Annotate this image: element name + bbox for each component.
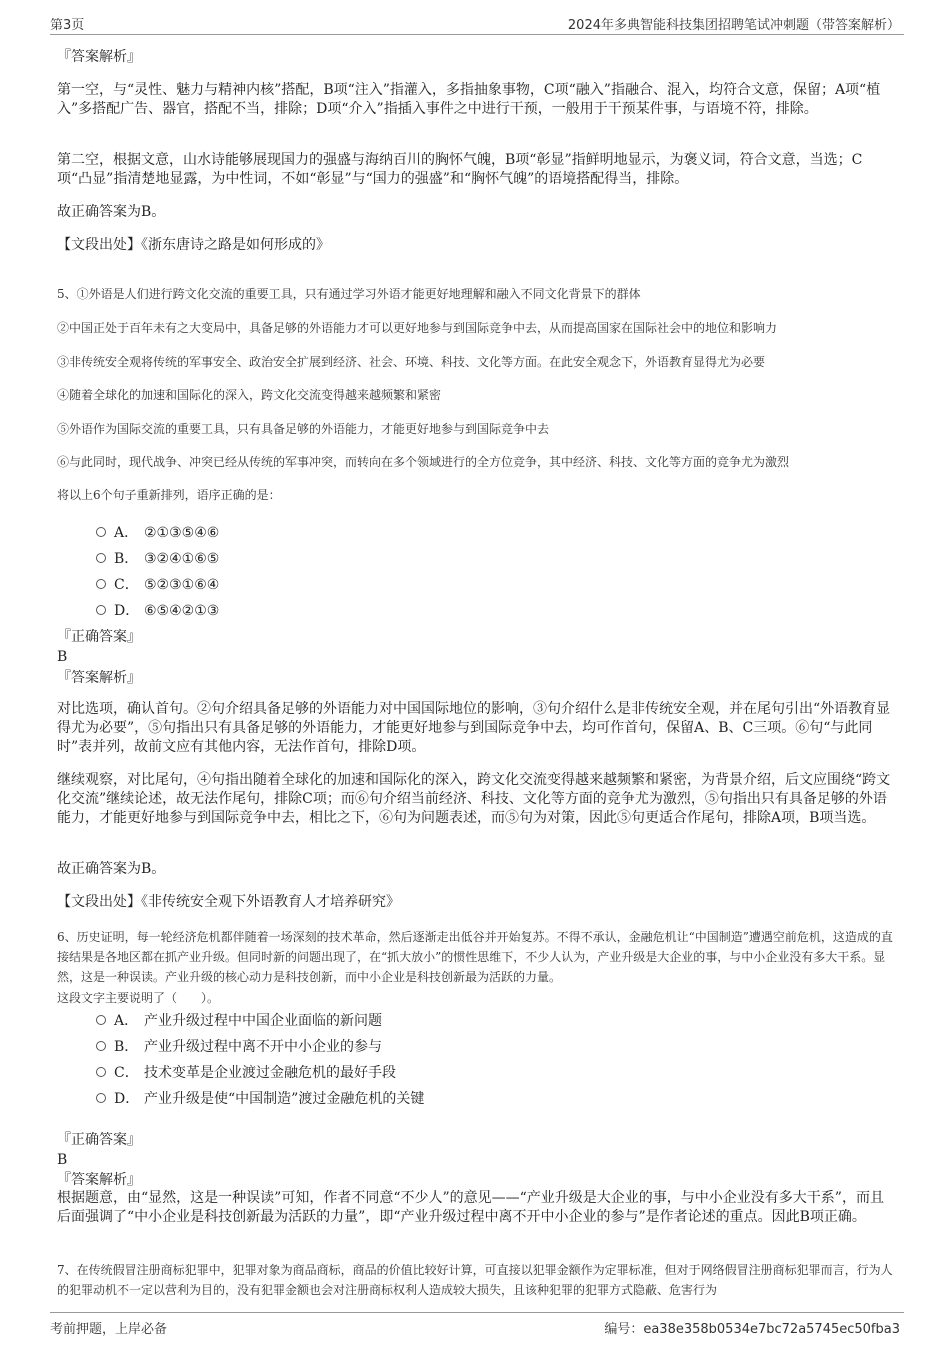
document-title: 2024年多典智能科技集团招聘笔试冲刺题（带答案解析）	[567, 18, 900, 33]
q5-option-c[interactable]: C． ⑤②③①⑥④	[96, 575, 219, 595]
q6-question: 这段文字主要说明了（ ）。	[57, 991, 220, 1005]
q5-answer-label: 『正确答案』	[57, 629, 141, 645]
page-footer	[50, 1312, 904, 1335]
radio-icon[interactable]	[96, 579, 106, 589]
radio-icon[interactable]	[96, 1093, 106, 1103]
q4-analysis-label: 『答案解析』	[57, 49, 141, 65]
q5-option-a[interactable]: A． ②①③⑤④⑥	[96, 523, 219, 543]
page-number: 第3页	[50, 18, 85, 33]
q5-analysis-label: 『答案解析』	[57, 670, 141, 686]
q5-sentence-4: ④随着全球化的加速和国际化的深入，跨文化交流变得越来越频繁和紧密	[57, 388, 442, 402]
q4-conclusion: 故正确答案为B。	[57, 204, 166, 220]
q5-prompt: 将以上6个句子重新排列，语序正确的是：	[57, 488, 281, 502]
q5-conclusion: 故正确答案为B。	[57, 861, 166, 877]
q5-sentence-3: ③非传统安全观将传统的军事安全、政治安全扩展到经济、社会、环境、科技、文化等方面。在此安全观念下，外语教育显得尤为必要	[57, 355, 766, 369]
q4-analysis-para2: 第二空，根据文意，山水诗能够展现国力的强盛与海纳百川的胸怀气魄，B项“彰显”指鲜明地显示，为褒义词，符合文意，当选；C项“凸显”指清楚地显露，为中性词，不如“彰显”与“国力的强盛”和“胸怀气魄”的语境搭配得当，排除。	[57, 152, 863, 187]
page-header	[50, 12, 904, 35]
q6-analysis-label: 『答案解析』	[57, 1172, 141, 1188]
q4-source: 【文段出处】《浙东唐诗之路是如何形成的》	[57, 237, 330, 253]
radio-icon[interactable]	[96, 1067, 106, 1077]
q6-stem: 6、历史证明，每一轮经济危机都伴随着一场深刻的技术革命，然后逐渐走出低谷并开始复苏。不得不承认，金融危机让“中国制造”遭遇空前危机，这造成的直接结果是各地区都在抓产业升级。但同时新的问题出现了，在“抓大放小”的惯性思维下，不少人认为，产业升级是大企业的事，与中小企业没有多大干系。显然，这是一种误读。产业升级的核心动力是科技创新，而中小企业是科技创新最为活跃的力量。	[57, 930, 893, 984]
q5-option-d[interactable]: D． ⑥⑤④②①③	[96, 601, 219, 621]
q6-option-d[interactable]: D． 产业升级是使“中国制造”渡过金融危机的关键	[96, 1089, 424, 1109]
radio-icon[interactable]	[96, 1015, 106, 1025]
q6-answer-label: 『正确答案』	[57, 1132, 141, 1148]
footer-slogan: 考前押题，上岸必备	[50, 1322, 168, 1337]
radio-icon[interactable]	[96, 553, 106, 563]
q6-analysis: 根据题意，由“显然，这是一种误读”可知，作者不同意“不少人”的意见——“产业升级是大企业的事，与中小企业没有多大干系”，而且后面强调了“中小企业是科技创新最为活跃的力量”，即“产业升级过程中离不开中小企业的参与”是作者论述的重点。因此B项正确。	[57, 1190, 884, 1225]
q4-analysis-para1: 第一空，与“灵性、魅力与精神内核”搭配，B项“注入”指灌入，多指抽象事物，C项“融入”指融合、混入，均符合文意，保留；A项“植入”多搭配广告、器官，搭配不当，排除；D项“介入”指插入事件之中进行干预，一般用于干预某件事，与语境不符，排除。	[57, 82, 881, 117]
radio-icon[interactable]	[96, 1041, 106, 1051]
document-id: 编号：ea38e358b0534e7bc72a5745ec50fba3	[604, 1322, 900, 1337]
q6-option-b[interactable]: B． 产业升级过程中离不开中小企业的参与	[96, 1037, 382, 1057]
q6-option-c[interactable]: C． 技术变革是企业渡过金融危机的最好手段	[96, 1063, 396, 1083]
q5-answer: B	[57, 649, 68, 665]
q5-option-b[interactable]: B． ③②④①⑥⑤	[96, 549, 219, 569]
q5-sentence-5: ⑤外语作为国际交流的重要工具，只有具备足够的外语能力，才能更好地参与到国际竞争中去	[57, 422, 550, 436]
q6-option-a[interactable]: A． 产业升级过程中中国企业面临的新问题	[96, 1011, 382, 1031]
q5-sentence-1: 5、①外语是人们进行跨文化交流的重要工具，只有通过学习外语才能更好地理解和融入不同文化背景下的群体	[57, 287, 641, 301]
q6-answer: B	[57, 1152, 68, 1168]
q5-sentence-6: ⑥与此同时，现代战争、冲突已经从传统的军事冲突，而转向在多个领域进行的全方位竞争，其中经济、科技、文化等方面的竞争尤为激烈	[57, 455, 790, 469]
q5-analysis-para1: 对比选项，确认首句。②句介绍具备足够的外语能力对中国国际地位的影响，③句介绍什么是非传统安全观，并在尾句引出“外语教育显得尤为必要”，⑤句指出只有具备足够的外语能力，才能更好地参与到国际竞争中去，均可作首句，保留A、B、C三项。⑥句“与此同时”表并列，故前文应有其他内容，无法作首句，排除D项。	[57, 701, 891, 755]
q5-source: 【文段出处】《非传统安全观下外语教育人才培养研究》	[57, 894, 400, 910]
q5-analysis-para2: 继续观察，对比尾句，④句指出随着全球化的加速和国际化的深入，跨文化交流变得越来越频繁和紧密，为背景介绍，后文应围绕“跨文化交流”继续论述，故无法作尾句，排除C项；而⑥句介绍当前经济、科技、文化等方面的竞争尤为激烈，⑤句指出只有具备足够的外语能力，才能更好地参与到国际竞争中去，相比之下，⑥句为问题表述，而⑤句为对策，因此⑤句更适合作尾句，排除A项，B项当选。	[57, 772, 891, 826]
q7-stem: 7、在传统假冒注册商标犯罪中，犯罪对象为商品商标，商品的价值比较好计算，可直接以犯罪金额作为定罪标准，但对于网络假冒注册商标犯罪而言，行为人的犯罪动机不一定以营利为目的，没有犯罪金额也会对注册商标权利人造成较大损失，且该种犯罪的犯罪方式隐蔽、危害行为	[57, 1263, 893, 1297]
q5-sentence-2: ②中国正处于百年未有之大变局中，具备足够的外语能力才可以更好地参与到国际竞争中去，从而提高国家在国际社会中的地位和影响力	[57, 321, 778, 335]
radio-icon[interactable]	[96, 527, 106, 537]
radio-icon[interactable]	[96, 605, 106, 615]
